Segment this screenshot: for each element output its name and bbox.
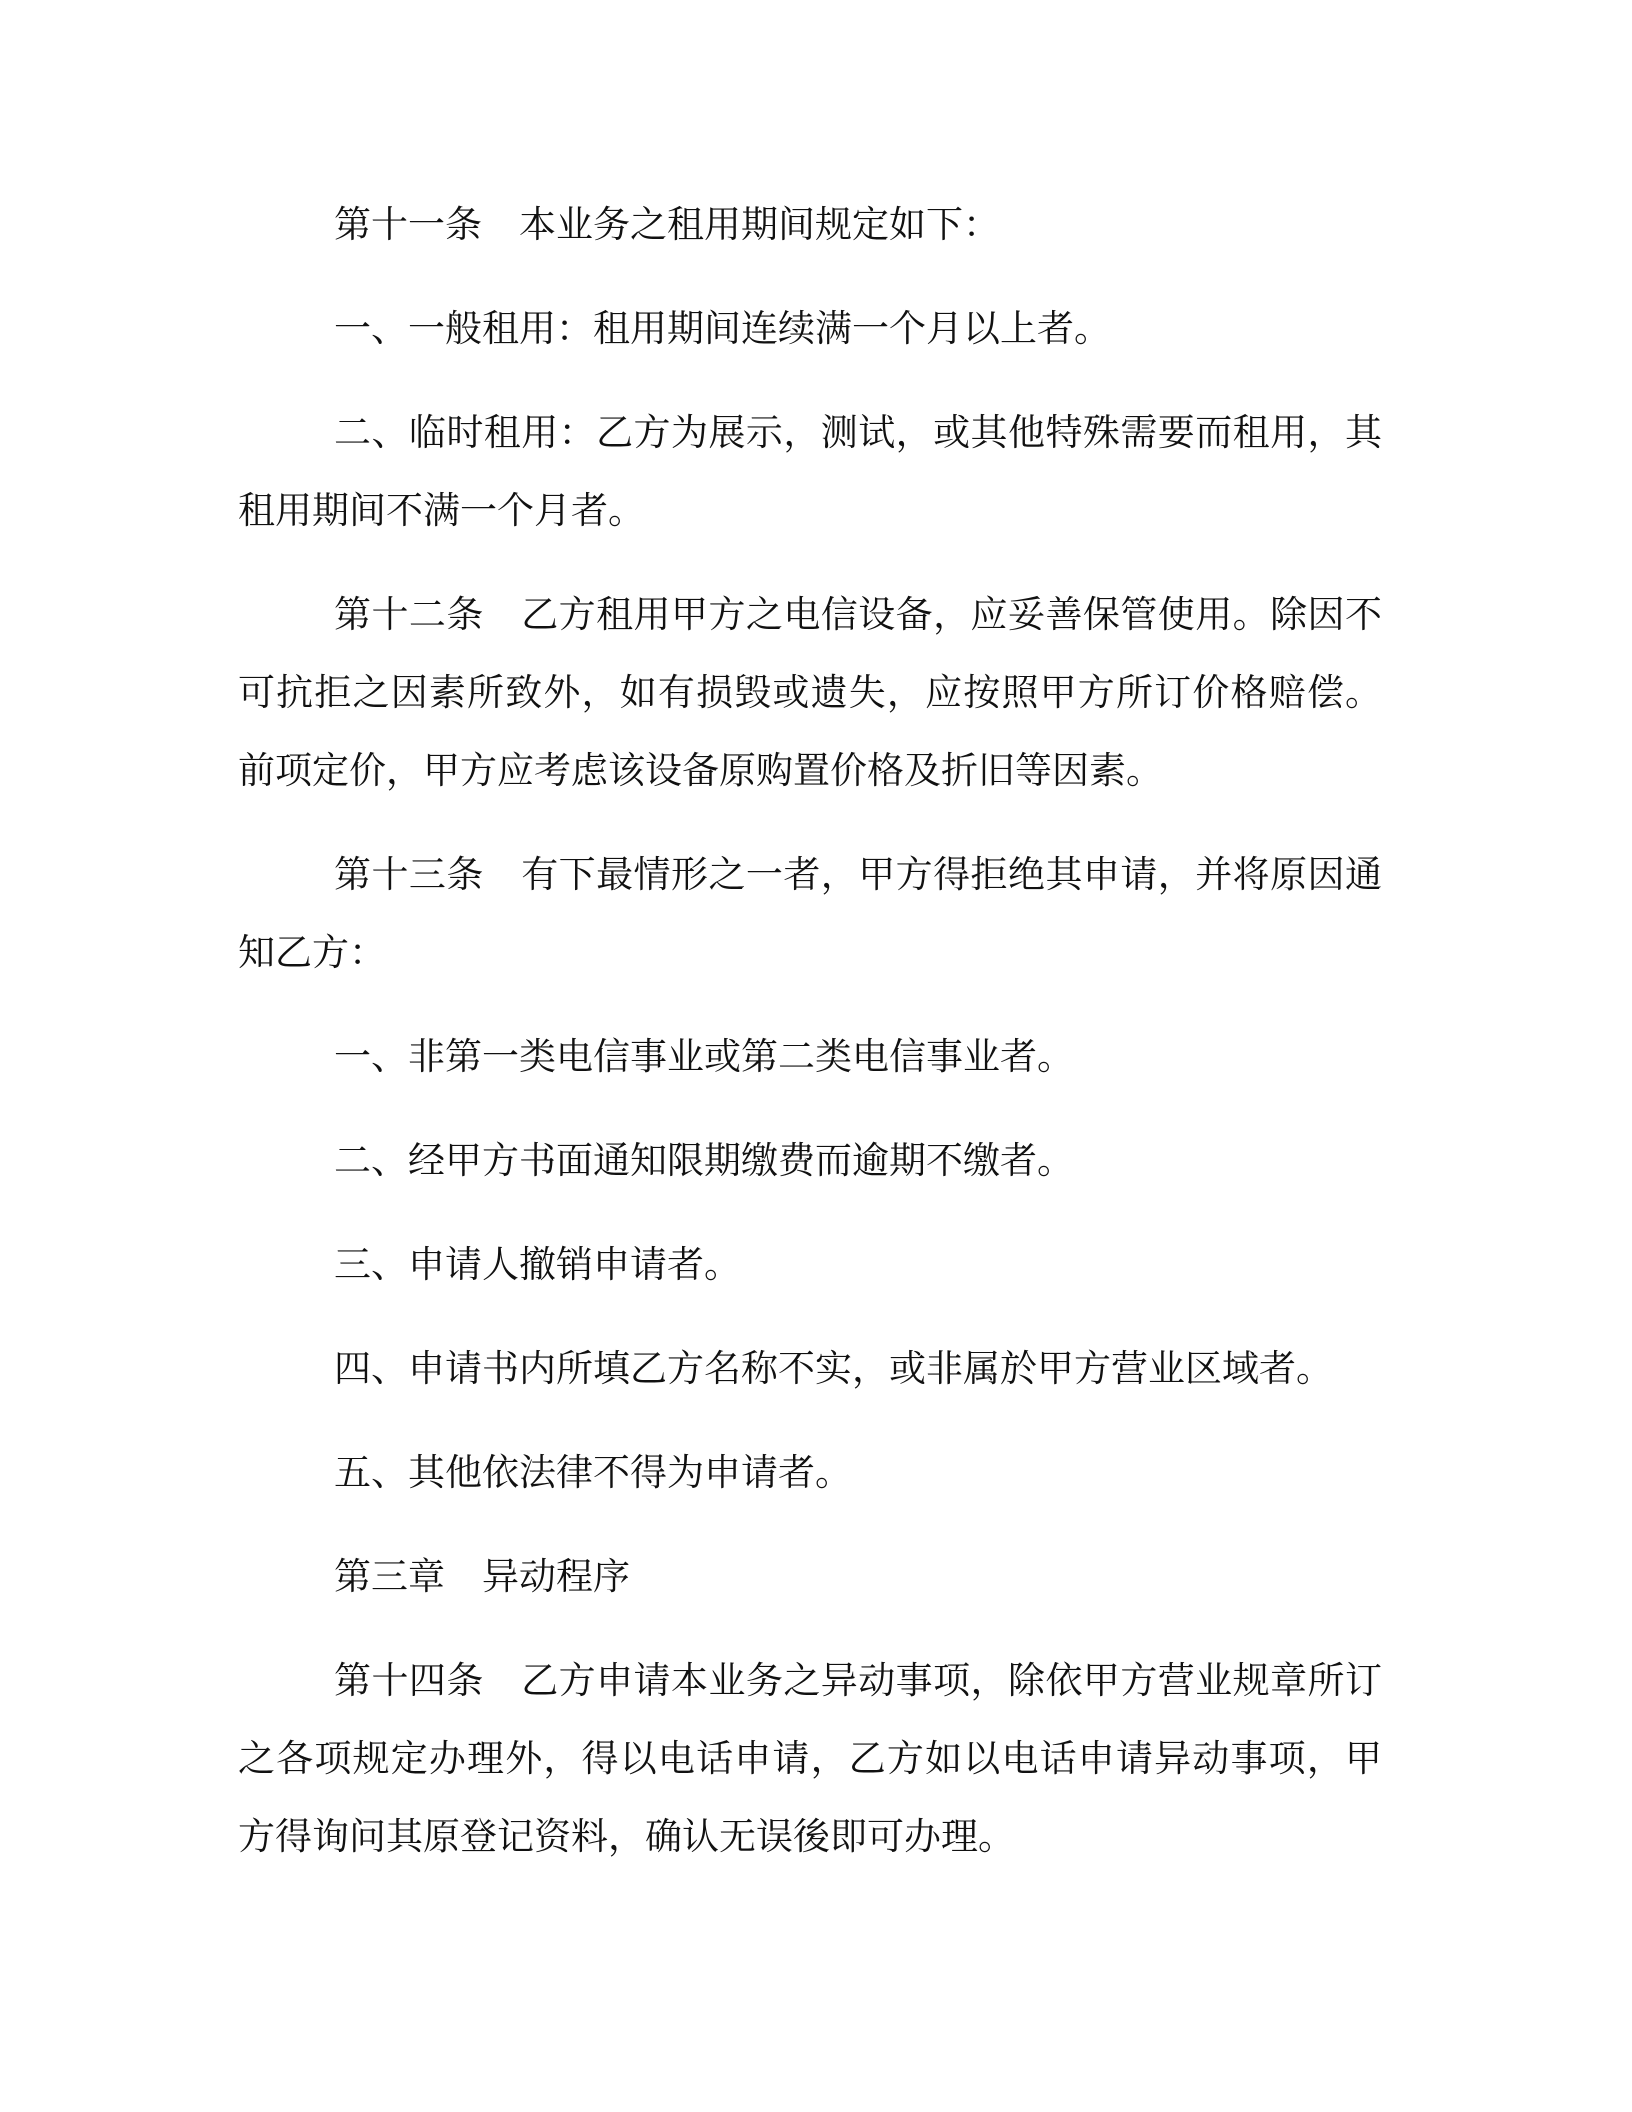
article-14: 第十四条 乙方申请本业务之异动事项，除依甲方营业规章所订之各项规定办理外，得以电话申请，乙方如以电话申请异动事项，甲方得询问其原登记资料，确认无误後即可办理。 bbox=[238, 1659, 1382, 1858]
article-13-item-5: 五、其他依法律不得为申请者。 bbox=[334, 1451, 852, 1494]
article-13-item-1: 一、非第一类电信事业或第二类电信事业者。 bbox=[334, 1035, 1074, 1078]
article-11-heading: 第十一条 本业务之租用期间规定如下： bbox=[334, 203, 1000, 246]
article-11-item-2: 二、临时租用：乙方为展示，测试，或其他特殊需要而租用，其租用期间不满一个月者。 bbox=[238, 411, 1382, 532]
document-body bbox=[238, 186, 1382, 1902]
article-13-item-2: 二、经甲方书面通知限期缴费而逾期不缴者。 bbox=[334, 1139, 1074, 1182]
chapter-3-heading: 第三章 异动程序 bbox=[334, 1555, 630, 1598]
article-12: 第十二条 乙方租用甲方之电信设备，应妥善保管使用。除因不可抗拒之因素所致外，如有损毁或遗失，应按照甲方所订价格赔偿。前项定价，甲方应考虑该设备原购置价格及折旧等因素。 bbox=[238, 593, 1382, 792]
article-11-item-1: 一、一般租用：租用期间连续满一个月以上者。 bbox=[334, 307, 1111, 350]
article-13-heading: 第十三条 有下最情形之一者，甲方得拒绝其申请，并将原因通知乙方： bbox=[238, 853, 1382, 974]
article-13-item-4: 四、申请书内所填乙方名称不实，或非属於甲方营业区域者。 bbox=[334, 1347, 1333, 1390]
article-13-item-3: 三、申请人撤销申请者。 bbox=[334, 1243, 741, 1286]
